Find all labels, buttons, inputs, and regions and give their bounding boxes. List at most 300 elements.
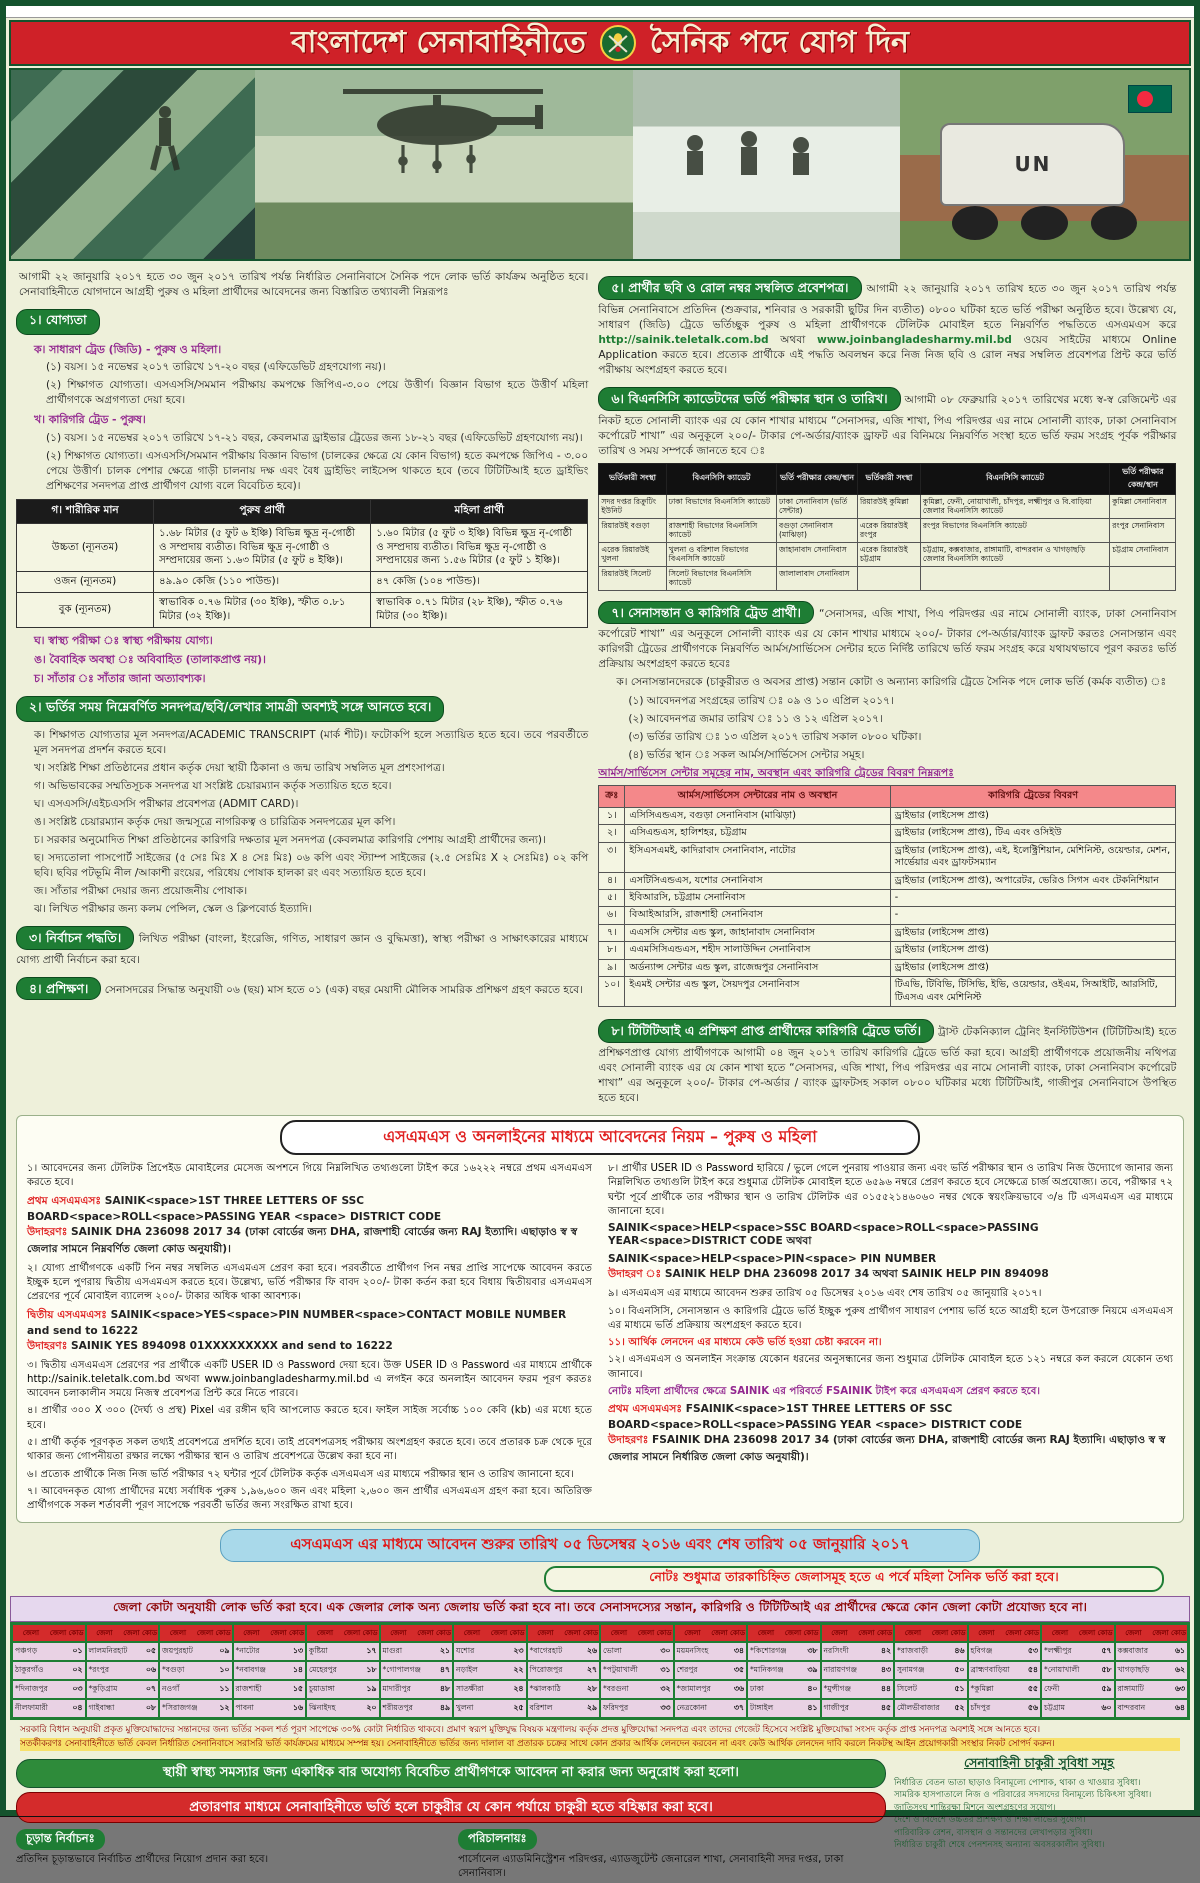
district-cell <box>894 1699 968 1718</box>
district-cell <box>380 1661 454 1680</box>
district-name: ময়মনসিংহ <box>676 1646 709 1656</box>
district-cell <box>821 1642 895 1661</box>
arms-cell-center: এসিসিএন্ডএস, বগুড়া সেনানিবাস (মাঝিড়া) <box>625 807 890 824</box>
help-sms-format-2: SAINIK<space>HELP<space>PIN<space> PIN NUMBER <box>608 1253 937 1266</box>
list-item: ঙ। সংশ্লিষ্ট চেয়ারম্যান কর্তৃক দেয়া জন্মসূত্রে নাগরিকত্ব ও চারিত্রিক সনদপত্রের মূল কপি। <box>34 815 396 828</box>
table-row <box>599 842 1176 872</box>
district-cell <box>968 1680 1042 1699</box>
district-cell <box>747 1661 821 1680</box>
district-cell <box>306 1642 380 1661</box>
right-column <box>598 267 1176 1109</box>
district-code: ১৫ <box>292 1684 303 1694</box>
district-code-label: জেলা কোড <box>123 1629 157 1638</box>
arms-cell-center: বিআইআরসি, রাজশাহী সেনানিবাস <box>625 907 890 924</box>
district-code: ৫৯ <box>1101 1684 1112 1694</box>
district-code: ৩৩ <box>660 1703 671 1713</box>
district-cell <box>453 1699 527 1718</box>
district-name: বান্দরবান <box>1117 1703 1146 1713</box>
district-name: বরিশাল <box>529 1703 553 1713</box>
district-cell <box>86 1661 160 1680</box>
district-name: হবিগঞ্জ <box>970 1646 993 1656</box>
district-code: ৪৬ <box>954 1646 965 1656</box>
sec5-text-2: অথবা <box>768 333 817 346</box>
fsainik-first-label: প্রথম এসএমএসঃ <box>608 1403 683 1416</box>
district-header-cell <box>233 1624 307 1642</box>
arms-cell-center: ইবিআরসি, চট্টগ্রাম সেনানিবাস <box>625 890 890 907</box>
district-header-cell <box>747 1624 821 1642</box>
district-name: *লক্ষ্মীপুর <box>1044 1646 1072 1656</box>
district-code: ৫০ <box>954 1665 965 1675</box>
district-name: রাজশাহী <box>235 1684 262 1694</box>
district-cell <box>674 1680 748 1699</box>
section-4-title: ৪। প্রশিক্ষণ। <box>16 977 101 1001</box>
table-row <box>599 924 1176 941</box>
final-selection-text: প্রতিদিন চূড়ান্তভাবে নির্বাচিত প্রার্থীদের নিয়োগ প্রদান করা হবে। <box>16 1853 269 1865</box>
district-code: ৫৭ <box>1101 1646 1112 1656</box>
district-header-cell <box>968 1624 1042 1642</box>
district-name: *নাটোর <box>235 1646 260 1656</box>
district-cell <box>1115 1680 1189 1699</box>
un-apc-vehicle <box>940 123 1125 206</box>
district-cell <box>600 1642 674 1661</box>
district-header-cell <box>1115 1624 1189 1642</box>
arms-cell-trades: টিএভি, টিবিভি, টিসিভি, ইভি, ওয়েল্ডার, ওইএম, সিআইটি, আরসিটি, টিএসএ এবং মেশিনিস্ট <box>890 977 1176 1007</box>
bncc-cell: ঢাকা সেনানিবাস (ভর্তি সেন্টার) <box>777 494 858 518</box>
district-code-label: জেলা কোড <box>270 1629 304 1638</box>
arms-services-table <box>598 785 1176 1008</box>
bottom-left <box>16 1755 886 1882</box>
phys-cell-female: ৪৭ কেজি (১০৪ পাউন্ড)। <box>371 572 588 593</box>
district-name: খুলনা <box>456 1703 474 1713</box>
bncc-cell: সদর দপ্তর রিক্রুটিং ইউনিট <box>599 494 666 518</box>
district-col-label: জেলা <box>1051 1629 1069 1638</box>
benefit-item: নির্ধারিত বেতন ভাতা ছাড়াও বিনামূল্যে পোশাক, থাকা ও খাওয়ার সুবিধা। <box>894 1777 1141 1788</box>
district-code-label: জেলা কোড <box>1152 1629 1186 1638</box>
district-col-label: জেলা <box>22 1629 40 1638</box>
arms-cell-no: ৫। <box>599 890 625 907</box>
district-name: চট্টগ্রাম <box>1044 1703 1065 1713</box>
district-header-cell <box>821 1624 895 1642</box>
district-header-row <box>10 1622 1190 1642</box>
bncc-header: বিএনসিসি ক্যাডেট <box>666 463 776 494</box>
district-code: ৬১ <box>1174 1646 1185 1656</box>
final-selection-title: চূড়ান্ত নির্বাচনঃ <box>16 1829 105 1850</box>
district-cell <box>747 1680 821 1699</box>
arms-cell-center: ইএমই সেন্টার এন্ড স্কুল, সৈয়দপুর সেনানিবাস <box>625 977 890 1007</box>
district-col-label: জেলা <box>684 1629 701 1638</box>
district-code-label: জেলা কোড <box>343 1629 378 1638</box>
district-cell <box>233 1699 307 1718</box>
table-row <box>17 572 588 593</box>
bncc-exam-table <box>598 463 1176 591</box>
district-name: *নোয়াখালী <box>1044 1665 1080 1675</box>
sms-item-6: ৬। প্রত্যেক প্রার্থীকে নিজ নিজ ভর্তি পরীক্ষার ৭২ ঘন্টার পূর্বে টেলিটক কর্তৃক এসএমএস এর মাধ্যমে পরীক্ষার স্থান ও তারিখ জানানো হবে। <box>27 1468 574 1480</box>
section-5-title: ৫। প্রার্থীর ছবি ও রোল নম্বর সম্বলিত প্রবেশপত্র। <box>598 276 861 300</box>
district-cell <box>306 1699 380 1718</box>
arms-cell-center: অর্ডন্যান্স সেন্টার এন্ড স্কুল, রাজেন্দ্রপুর সেনানিবাস <box>625 959 890 976</box>
list-item: গ। অভিভাবকের সম্মতিসূচক সনদপত্র যা সংশ্লিষ্ট চেয়ারম্যান কর্তৃক সত্যায়িত হতে হবে। <box>34 779 392 792</box>
bottom-area <box>6 1753 1194 1883</box>
district-code: ৬৪ <box>1174 1703 1185 1713</box>
district-name: *ঝালকাঠি <box>529 1684 561 1694</box>
arms-cell-center: এএমসিসিএন্ডএস, শহীদ সালাউদ্দিন সেনানিবাস <box>625 942 890 959</box>
second-sms-example: SAINIK YES 894098 01XXXXXXXXX and send to 16222 <box>71 1339 393 1352</box>
bncc-cell: জাহানাবাদ সেনানিবাস <box>777 542 858 566</box>
bncc-cell: কুমিল্লা সেনানিবাস <box>1110 494 1176 518</box>
district-cell <box>968 1699 1042 1718</box>
section-7-title: ৭। সেনাসন্তান ও কারিগরি ট্রেড প্রার্থী। <box>598 601 814 625</box>
district-code: ২৯ <box>586 1703 597 1713</box>
district-code: ৪১ <box>807 1703 818 1713</box>
district-col-label: জেলা <box>96 1629 113 1638</box>
district-code: ৩৮ <box>807 1646 818 1656</box>
photo-un-apc <box>900 70 1189 259</box>
district-code: ২৩ <box>513 1646 524 1656</box>
district-code: ২৭ <box>586 1665 597 1675</box>
district-col-label: জেলা <box>978 1629 995 1638</box>
district-code: ৪২ <box>880 1646 891 1656</box>
phys-cell-label: বুক (ন্যূনতম) <box>17 593 154 628</box>
district-cell <box>380 1680 454 1699</box>
arms-cell-center: এসিএন্ডএস, হালিশহর, চট্টগ্রাম <box>625 825 890 842</box>
fsainik-example: FSAINIK DHA 236098 2017 34 (ঢাকা বোর্ডের জন্য DHA, রাজশাহী বোর্ডের জন্য RAJ ইত্যাদি। এছাড়াও স্ব স্ব জেলার সামনে নির্ধারিত জেলা কোড অনুযায়ী)। <box>608 1434 1166 1464</box>
sec1-b2: (২) শিক্ষাগত যোগ্যতা। এসএসসি/সমমান পরীক্ষায় বিজ্ঞান বিভাগ (চালকের ক্ষেত্রে যে কোন বিভাগ) হতে কমপক্ষে জিপিএ - ৩.০০ পেয়ে উত্তীর্ণ। চালক পেশার ক্ষেত্রে গাড়ী চালনায় দক্ষ এবং বৈধ ড্রাইভিং লাইসেন্স থাকতে হবে (তবে টিটিটিআই হতে ড্রাইভিং প্রশিক্ষণের সনদপত্র প্রাপ্ত প্রার্থীগণ যোগ্য বলে বিবেচিত হবে)। <box>46 449 589 492</box>
phys-cell-male: ৪৯.৯০ কেজি (১১০ পাউন্ড)। <box>154 572 371 593</box>
phys-cell-label: ওজন (ন্যূনতম) <box>17 572 154 593</box>
bncc-header: ভর্তি পরীক্ষার কেন্দ্র/স্থান <box>777 463 858 494</box>
first-sms-example: SAINIK DHA 236098 2017 34 (ঢাকা বোর্ডের জন্য DHA, রাজশাহী বোর্ডের জন্য RAJ ইত্যাদি। এছাড়াও স্ব স্ব জেলার সামনে নিম্নবর্ণিত জেলা কোড অনুযায়ী)। <box>27 1225 578 1255</box>
district-code: ১১ <box>219 1684 230 1694</box>
district-code: ০১ <box>72 1646 83 1656</box>
phys-header: গ। শারীরিক মান <box>17 499 154 523</box>
bncc-cell: এরেক রিয়ারউই খুলনা <box>599 542 666 566</box>
district-quota-bar: জেলা কোটা অনুযায়ী লোক ভর্তি করা হবে। এক জেলার লোক অন্য জেলায় ভর্তি করা হবে না। তবে সেনাসদস্যের সন্তান, কারিগরি ও টিটিটিআই এর প্রার্থীদের ক্ষেত্রে কোন জেলা কোটা প্রযোজ্য হবে না। <box>10 1596 1190 1622</box>
sms-item-9: ৯। এসএমএস এর মাধ্যমে আবেদন শুরুর তারিখ ০৫ ডিসেম্বর ২০১৬ এবং শেষ তারিখ ০৫ জানুয়ারি ২০১৭। <box>608 1288 1042 1300</box>
district-name: চুয়াডাঙ্গা <box>309 1684 335 1694</box>
district-cell <box>527 1680 601 1699</box>
district-cell <box>1041 1699 1115 1718</box>
table-row <box>599 566 1176 590</box>
district-name: *সিরাজগঞ্জ <box>162 1703 198 1713</box>
arms-cell-trades: ড্রাইভার (লাইসেন্স প্রাপ্ত) <box>890 924 1176 941</box>
phys-header: মহিলা প্রার্থী <box>371 499 588 523</box>
benefit-item: জাতিসংঘ শান্তিরক্ষা মিশনে অংশগ্রহণের সুযোগ। <box>894 1802 1056 1813</box>
district-quota-table <box>10 1642 1190 1720</box>
masthead-title-left: বাংলাদেশ সেনাবাহিনীতে <box>291 24 586 60</box>
district-cell <box>1115 1642 1189 1661</box>
district-col-label: জেলা <box>390 1629 407 1638</box>
bncc-cell: রংপুর সেনানিবাস <box>1110 518 1176 542</box>
bncc-header: ভর্তিকারী সংস্থা <box>599 463 666 494</box>
sms-rules-title: এসএমএস ও অনলাইনের মাধ্যমে আবেদনের নিয়ম – পুরুষ ও মহিলা <box>280 1120 920 1155</box>
district-name: ব্রাহ্মণবাড়িয়া <box>970 1665 1010 1675</box>
district-cell <box>600 1661 674 1680</box>
district-name: ফেনী <box>1044 1684 1060 1694</box>
district-cell <box>747 1642 821 1661</box>
table-row <box>599 542 1176 566</box>
sms-item-3: ৩। দ্বিতীয় এসএমএস প্রেরণের পর প্রার্থীকে একটি USER ID ও Password দেয়া হবে। উক্ত USER ID ও Password এর মাধ্যমে প্রার্থীকে http://sainik.teletalk.com.bd অথবা www.joinbangladesharmy.mil.bd এ লগইন করে অনলাইন আবেদন ফরম পূরণ করতঃ আবেদন চলাকালীন সময়ে নিজস্ব প্রবেশপত্র প্রিন্ট করে নিতে পারবে। <box>27 1359 592 1400</box>
district-name: পঞ্চগড় <box>15 1646 38 1656</box>
district-header-cell <box>674 1624 748 1642</box>
district-cell <box>233 1680 307 1699</box>
list-item: ক। শিক্ষাগত যোগ্যতার মূল সনদপত্র/ACADEMIC TRANSCRIPT (মার্ক শীট)। ফটোকপি হলে সত্যায়িত হতে হবে। তবে পরবর্তীতে মূল সনদপত্র প্রদর্শন করতে হবে। <box>34 728 589 756</box>
bncc-cell: কুমিল্লা, ফেনী, নোয়াখালী, চাঁদপুর, লক্ষ্মীপুর ও বি.বাড়িয়া জেলার বিএনসিসি ক্যাডেট <box>920 494 1109 518</box>
district-code: ০৭ <box>145 1684 156 1694</box>
arms-header: আর্মস/সার্ভিসেস সেন্টারের নাম ও অবস্থান <box>625 785 890 807</box>
bncc-cell: চট্টগ্রাম সেনানিবাস <box>1110 542 1176 566</box>
sec6-text: আগামী ০৮ ফেব্রুয়ারি ২০১৭ তারিখের মধ্যে স্ব-স্ব রেজিমেন্ট এর নিকট হতে সোনালী ব্যাংক এর যে কোন শাখার মাধ্যমে “সেনাসদর, এজি শাখা, পিএ পরিদপ্তর এর নামে সোনালী ব্যাংক, ঢাকা সেনানিবাস কর্পোরেট শাখা” এর অনুকূলে ২০০/- টাকার পে-অর্ডার/ব্যাংক ড্রাফট এর বিনিময়ে নিম্নবর্ণিত সংস্থা হতে ভর্তি ফরম সংগ্রহ পূর্বক পরীক্ষার তারিখ ও সময় সম্পর্কে জানতে হবে ঃ <box>598 393 1177 457</box>
district-name: সিলেট <box>897 1684 918 1694</box>
district-cell <box>1115 1699 1189 1718</box>
arms-table-body <box>599 807 1176 1007</box>
arms-cell-no: ৩। <box>599 842 625 872</box>
join-army-site-link[interactable]: www.joinbangladesharmy.mil.bd <box>816 333 1012 346</box>
district-cell <box>821 1680 895 1699</box>
managed-by-title: পরিচালনায়ঃ <box>458 1829 537 1850</box>
district-name: গাজীপুর <box>823 1703 849 1713</box>
district-code-label: জেলা কোড <box>1078 1629 1113 1638</box>
district-col-label: জেলা <box>757 1629 775 1638</box>
list-item: চ। সরকার অনুমোদিত শিক্ষা প্রতিষ্ঠানের কারিগরি দক্ষতার মূল সনদপত্র (কেবলমাত্র কারিগরি পেশায় আগ্রহী প্রার্থীদের জন্য)। <box>34 833 546 846</box>
district-code-label: জেলা কোড <box>1005 1629 1039 1638</box>
sec7-k3: (৩) ভর্তির তারিখ ঃ ১৩ এপ্রিল ২০১৭ তারিখ সকাল ০৮০০ ঘটিকা। <box>628 730 922 743</box>
sms-item-1: ১। আবেদনের জন্য টেলিটক প্রিপেইড মোবাইলের মেসেজ অপশনে গিয়ে নিম্নলিখিত তথ্যগুলো টাইপ করে ১৬২২২ নম্বরে প্রথম এসএমএস করতে হবে। <box>27 1163 592 1189</box>
district-name: ঝিনাইদহ <box>309 1703 336 1713</box>
masthead-title-right: সৈনিক পদে যোগ দিন <box>649 24 909 60</box>
district-name: *গোপালগঞ্জ <box>382 1665 422 1675</box>
district-col-label: জেলা <box>904 1629 922 1638</box>
table-row <box>599 494 1176 518</box>
district-header-cell <box>159 1624 233 1642</box>
table-row <box>599 825 1176 842</box>
bncc-cell <box>1110 566 1176 590</box>
district-code: ৩০ <box>660 1646 671 1656</box>
district-col-label: জেলা <box>610 1629 628 1638</box>
bncc-cell: রিয়ারউই সিলেট <box>599 566 666 590</box>
district-code: ৫১ <box>954 1684 965 1694</box>
female-districts-note: নোটঃ শুধুমাত্র তারকাচিহ্নিত জেলাসমূহ হতে এ পর্বে মহিলা সৈনিক ভর্তি করা হবে। <box>544 1566 1164 1592</box>
final-selection-block <box>16 1827 444 1882</box>
bncc-header: বিএনসিসি ক্যাডেট <box>920 463 1109 494</box>
district-cell <box>821 1661 895 1680</box>
phys-cell-female: স্বাভাবিক ০.৭১ মিটার (২৮ ইঞ্চি), স্ফীত ০.৭৬ মিটার (৩০ ইঞ্চি)। <box>371 593 588 628</box>
sec1-b-head: খ। কারিগরি ট্রেড - পুরুষ। <box>34 413 146 427</box>
district-code: ২৮ <box>586 1684 597 1694</box>
arms-cell-no: ১০। <box>599 977 625 1007</box>
arms-cell-no: ৮। <box>599 942 625 959</box>
arms-cell-center: ইসিএসএমই, কাদিরাবাদ সেনানিবাস, নাটোর <box>625 842 890 872</box>
district-code: ৫২ <box>954 1703 965 1713</box>
district-code: ৩১ <box>660 1665 671 1675</box>
list-item: ছ। সদ্যতোলা পাসপোর্ট সাইজের (৫ সেঃ মিঃ X ৪ সেঃ মিঃ) ০৬ কপি এবং স্ট্যাম্প সাইজের (২.৫ সেঃমিঃ X ২ সেঃমিঃ) ০২ কপি ছবি। ছবির পটভূমি নীল /আকাশী রংয়ের, পরিধেয় পোষাক হালকা রং এবং সত্যায়িত হতে হবে। <box>34 851 589 879</box>
photo-water-assault <box>633 70 900 259</box>
sainik-teletalk-link[interactable]: http://sainik.teletalk.com.bd <box>598 333 769 346</box>
district-col-label: জেলা <box>243 1629 260 1638</box>
table-row <box>17 593 588 628</box>
table-row <box>599 807 1176 824</box>
photo-camo-wall <box>11 70 255 259</box>
district-cell <box>894 1680 968 1699</box>
sec7-ka-head: ক। সেনাসন্তানদেরকে (চাকুরীরত ও অবসর প্রাপ্ত) সন্তান কোটা ও অন্যান্য কারিগরি ট্রেডে সৈনিক পদে লোক ভর্তি (কর্মক ব্যতীত) ঃ <box>616 676 1167 689</box>
district-code: ১৭ <box>366 1646 377 1656</box>
sms-item-11: ১১। আর্থিক লেনদেন এর মাধ্যমে কেউ ভর্তি হওয়া চেষ্টা করবেন না। <box>608 1337 882 1349</box>
district-name: *বাগেরহাট <box>529 1646 563 1656</box>
apc-wheel-icon <box>952 206 998 240</box>
district-name: জয়পুরহাট <box>162 1646 193 1656</box>
district-code: ৪৯ <box>439 1703 450 1713</box>
fsainik-note: নোটঃ মহিলা প্রার্থীদের ক্ষেত্রে SAINIK এর পরিবর্তে FSAINIK টাইপ করে এসএমএস প্রেরণ করতে হবে। <box>608 1385 1041 1397</box>
bncc-cell: ঢাকা বিভাগের বিএনসিসি ক্যাডেট <box>666 494 776 518</box>
district-col-label: জেলা <box>169 1629 187 1638</box>
sec3-text: লিখিত পরীক্ষা (বাংলা, ইংরেজি, গণিত, সাধারণ জ্ঞান ও বুদ্ধিমত্তা), স্বাস্থ্য পরীক্ষা ও সাক্ষাৎকারের মাধ্যমে যোগ্য প্রার্থী নির্বাচন করা হবে। <box>16 932 589 966</box>
district-code: ০৪ <box>72 1703 83 1713</box>
help-sms-example: SAINIK HELP DHA 236098 2017 34 অথবা SAINIK HELP PIN 894098 <box>664 1268 1049 1281</box>
district-name: ভোলা <box>603 1646 622 1656</box>
district-code-label: জেলা কোড <box>931 1629 966 1638</box>
district-name: *বরগুনা <box>603 1684 629 1694</box>
apc-wheel-icon <box>1021 206 1067 240</box>
district-name: *কুমিল্লা <box>970 1684 994 1694</box>
phys-cell-label: উচ্চতা (ন্যূনতম) <box>17 523 154 571</box>
bncc-cell: রিয়ারউই বগুড়া <box>599 518 666 542</box>
district-cell <box>306 1680 380 1699</box>
district-code: ১৯ <box>366 1684 377 1694</box>
district-name: *মানিকগঞ্জ <box>750 1665 784 1675</box>
district-code: ৫৬ <box>1027 1703 1038 1713</box>
sms-item-10: ১০। বিএনসিসি, সেনাসন্তান ও কারিগরি ট্রেডে ভর্তি ইচ্ছুক পুরুষ প্রার্থীগণ সাধারণ পেশায় ভর্তি হতে আগ্রহী হলে উপরোক্ত নিয়মে এসএমএস এর মাধ্যমে ভর্তি প্রক্রিয়ায় অংশগ্রহণ করতে হবে। <box>608 1305 1173 1331</box>
district-cell <box>674 1642 748 1661</box>
district-name: যশোর <box>456 1646 475 1656</box>
sms-item-7: ৭। আবেদনকৃত যোগ্য প্রার্থীদের মধ্যে সর্বাধিক পুরুষ ১,৯৬,৬০০ জন এবং মহিলা ২,৬০০ জন প্রার্থীর এসএমএস গ্রহণ করা হবে। অতিরিক্ত প্রার্থীগণকে সকল শর্তাবলী পূরণ সাপেক্ষে পরবর্তী ভর্তির জন্য সংরক্ষিত রাখা হবে। <box>27 1485 592 1512</box>
district-code: ২১ <box>439 1646 450 1656</box>
sec2-items <box>16 728 588 917</box>
sms-right-column <box>608 1159 1173 1516</box>
benefit-item: সামরিক হাসপাতালে নিজ ও পরিবারের সদস্যদের বিনামূল্যে চিকিৎসা সুবিধা। <box>894 1790 1152 1801</box>
arms-cell-center: এসটিসিএন্ডএস, যশোর সেনানিবাস <box>625 872 890 889</box>
district-name: মাগুরা <box>382 1646 403 1656</box>
first-sms-format: SAINIK<space>1ST THREE LETTERS OF SSC BOARD<space>ROLL<space>PASSING YEAR <space> DISTRICT CODE <box>27 1194 442 1223</box>
arms-cell-no: ৪। <box>599 872 625 889</box>
un-marking-label: UN <box>1014 152 1052 177</box>
arms-cell-trades: - <box>890 907 1176 924</box>
district-cell <box>12 1680 86 1699</box>
district-code: ০৮ <box>145 1703 156 1713</box>
table-row <box>599 518 1176 542</box>
intro-paragraph: আগামী ২২ জানুয়ারি ২০১৭ হতে ৩০ জুন ২০১৭ তারিখ পর্যন্ত নির্ধারিত সেনানিবাসে সৈনিক পদে লোক ভর্তি কার্যক্রম অনুষ্ঠিত হবে। সেনাবাহিনীতে যোগদানে আগ্রহী পুরুষ ও মহিলা প্রার্থীদের আবেদনের জন্য বিস্তারিত তথ্যাবলী নিম্নরূপঃ <box>19 271 589 299</box>
sec1-a2: (২) শিক্ষাগত যোগ্যতা। এসএসসি/সমমান পরীক্ষায় কমপক্ষে জিপিএ-৩.০০ পেয়ে উত্তীর্ণ। বিজ্ঞান বিভাগ হতে উত্তীর্ণ মহিলা প্রার্থীগণকে অগ্রগণ্যতা দেয়া হবে। <box>46 379 589 407</box>
district-name: নড়াইল <box>456 1665 478 1675</box>
district-cell <box>600 1680 674 1699</box>
district-code: ৩৯ <box>807 1665 818 1675</box>
district-cell <box>674 1699 748 1718</box>
district-code: ৩২ <box>660 1684 671 1694</box>
table-row <box>599 977 1176 1007</box>
district-code: ৪৩ <box>880 1665 891 1675</box>
district-name: *কুড়িগ্রাম <box>88 1684 118 1694</box>
help-sms-format-1: SAINIK<space>HELP<space>SSC BOARD<space>ROLL<space>PASSING YEAR<space>DISTRICT CODE অথবা <box>608 1222 1039 1248</box>
sec5-text-3: ওয়েব সাইটের মাধ্যমে Online Application করতে হবে। প্রত্যেক প্রার্থীকে এই পদ্ধতি অবলম্বন করে নিজ নিজ ছবি ও রোল নম্বর সম্বলিত প্রবেশপত্র প্রিন্ট করে ভর্তি পরীক্ষায় অংশগ্রহণ করতে হবে। <box>598 333 1177 376</box>
district-header-cell <box>600 1624 674 1642</box>
bncc-cell: সিলেট বিভাগের বিএনসিসি ক্যাডেট <box>666 566 776 590</box>
army-crest-icon <box>600 25 636 61</box>
district-code: ০৫ <box>145 1646 156 1656</box>
district-name: নীলফামারী <box>15 1703 48 1713</box>
fraud-warning-banner: প্রতারণার মাধ্যমে সেনাবাহিনীতে ভর্তি হলে চাকুরীর যে কোন পর্যায়ে চাকুরী হতে বহিষ্কার করা হবে। <box>16 1792 886 1823</box>
arms-cell-no: ৬। <box>599 907 625 924</box>
district-code: ১৪ <box>292 1665 303 1675</box>
phys-cell-male: ১.৬৮ মিটার (৫ ফুট ৬ ইঞ্চি) বিভিন্ন ক্ষুদ্র নৃ-গোষ্ঠী ও সম্প্রদায় ব্যতীত। বিভিন্ন ক্ষুদ্র নৃ-গোষ্ঠী ও সম্প্রদায়ের জন্য ১.৬৩ মিটার (৫ ফুট ৪ ইঞ্চি)। <box>154 523 371 571</box>
district-name: চাঁদপুর <box>970 1703 991 1713</box>
district-cell <box>233 1661 307 1680</box>
district-cell <box>12 1642 86 1661</box>
district-header-cell <box>380 1624 454 1642</box>
list-item: জ। সাঁতার পরীক্ষা দেয়ার জন্য প্রয়োজনীয় পোষাক। <box>34 884 248 897</box>
district-name: *জামালপুর <box>676 1684 711 1694</box>
district-code: ০৩ <box>72 1684 83 1694</box>
district-name: মেহেরপুর <box>309 1665 337 1675</box>
district-name: *মুন্সীগঞ্জ <box>823 1684 852 1694</box>
second-sms-format: SAINIK<space>YES<space>PIN NUMBER<space>CONTACT MOBILE NUMBER and send to 16222 <box>27 1308 567 1337</box>
district-cell <box>159 1680 233 1699</box>
sec7-k2: (২) আবেদনপত্র জমার তারিখ ঃ ১১ ও ১২ এপ্রিল ২০১৭। <box>628 712 883 725</box>
first-sms-label: প্রথম এসএমএসঃ <box>27 1194 102 1207</box>
bncc-cell: জালালাবাদ সেনানিবাস <box>777 566 858 590</box>
district-name: কক্সবাজার <box>1117 1646 1148 1656</box>
district-cell <box>453 1661 527 1680</box>
district-name: নেত্রকোনা <box>676 1703 707 1713</box>
district-cell <box>233 1642 307 1661</box>
district-cell <box>527 1642 601 1661</box>
district-code: ১২ <box>219 1703 230 1713</box>
sec7-text: “সেনাসদর, এজি শাখা, পিএ পরিদপ্তর এর নামে সোনালী ব্যাংক, ঢাকা সেনানিবাস কর্পোরেট শাখা” এর অনুকূলে সোনালী ব্যাংক এর যে কোন শাখার মাধ্যমে ২০০/- টাকার পে-অর্ডার/ব্যাংক ড্রাফট করতঃ সেনাসন্তান এবং কারিগরী ট্রেডের প্রার্থীগণকে নিম্নবর্ণিত আর্মস/সার্ভিসেস সেন্টার হতে নির্দিষ্ট তারিখে ভর্তি ফরম সংগ্রহ করে যথাযথভাবে পূরণ করতঃ ভর্তি প্রক্রিয়ায় অংশগ্রহণ করতে হবেঃ <box>598 607 1177 671</box>
list-item: খ। সংশ্লিষ্ট শিক্ষা প্রতিষ্ঠানের প্রধান কর্তৃক দেয়া স্থায়ী ঠিকানা ও জন্ম তারিখ সম্বলিত মূল প্রশংসাপত্র। <box>34 761 445 774</box>
district-cell <box>1041 1680 1115 1699</box>
bncc-cell: চট্টগ্রাম, কক্সবাজার, রাঙ্গামাটি, বান্দরবান ও খাগড়াছড়ি জেলার বিএনসিসি ক্যাডেট <box>920 542 1109 566</box>
district-cell <box>86 1680 160 1699</box>
district-header-cell <box>894 1624 968 1642</box>
sms-rules-panel <box>16 1115 1184 1523</box>
bncc-cell: রংপুর বিভাগের বিএনসিসি ক্যাডেট <box>920 518 1109 542</box>
district-code: ১৬ <box>292 1703 303 1713</box>
bncc-cell: রিয়ারউই কুমিল্লা <box>857 494 920 518</box>
managed-by-block <box>458 1827 886 1882</box>
apc-wheel-icon <box>1091 206 1137 240</box>
quota-condition-notes <box>20 1724 1180 1750</box>
district-cell <box>159 1661 233 1680</box>
district-code: ৫৩ <box>1027 1646 1038 1656</box>
bncc-header: ভর্তি পরীক্ষার কেন্দ্র/স্থান <box>1110 463 1176 494</box>
district-header-cell <box>12 1624 86 1642</box>
sec7-k1: (১) আবেদনপত্র সংগ্রহের তারিখ ঃ ০৯ ও ১০ এপ্রিল ২০১৭। <box>628 694 894 707</box>
district-cell <box>747 1699 821 1718</box>
district-name: ঢাকা <box>750 1684 765 1694</box>
district-name: নওগাঁ <box>162 1684 180 1694</box>
district-code-label: জেলা কোড <box>858 1629 892 1638</box>
district-name: শেরপুর <box>676 1665 698 1675</box>
district-header-cell <box>306 1624 380 1642</box>
district-code: ২৫ <box>513 1703 524 1713</box>
district-code: ২৬ <box>586 1646 597 1656</box>
district-name: ফরিদপুর <box>603 1703 629 1713</box>
sms-item-2: ২। যোগ্য প্রার্থীগণকে একটি পিন নম্বর সম্বলিত এসএমএস প্রেরণ করা হবে। পরবর্তীতে প্রার্থীগণ পিন নম্বর প্রাপ্তি সাপেক্ষে আবেদন করতে ইচ্ছুক হলে পুণরায় দ্বিতীয় এসএমএস করতে হবে। উল্লেখ্য, ভর্তি পরীক্ষার ফি বাবদ ২০০/- টাকা কর্তন করা হবে বিধায় দ্বিতীয়বার এসএমএস প্রেরণের পূর্বে মোবাইল ব্যালেন্স ২০০/- টাকার অধিক থাকা আবশ্যক। <box>27 1262 592 1303</box>
example-label: উদাহরণঃ <box>27 1225 68 1238</box>
arms-cell-no: ১। <box>599 807 625 824</box>
district-name: *নবাবগঞ্জ <box>235 1665 266 1675</box>
district-name: খাগড়াছড়ি <box>1117 1665 1150 1675</box>
district-header-cell <box>86 1624 160 1642</box>
district-col-label: জেলা <box>316 1629 334 1638</box>
bncc-table-body <box>599 494 1176 590</box>
